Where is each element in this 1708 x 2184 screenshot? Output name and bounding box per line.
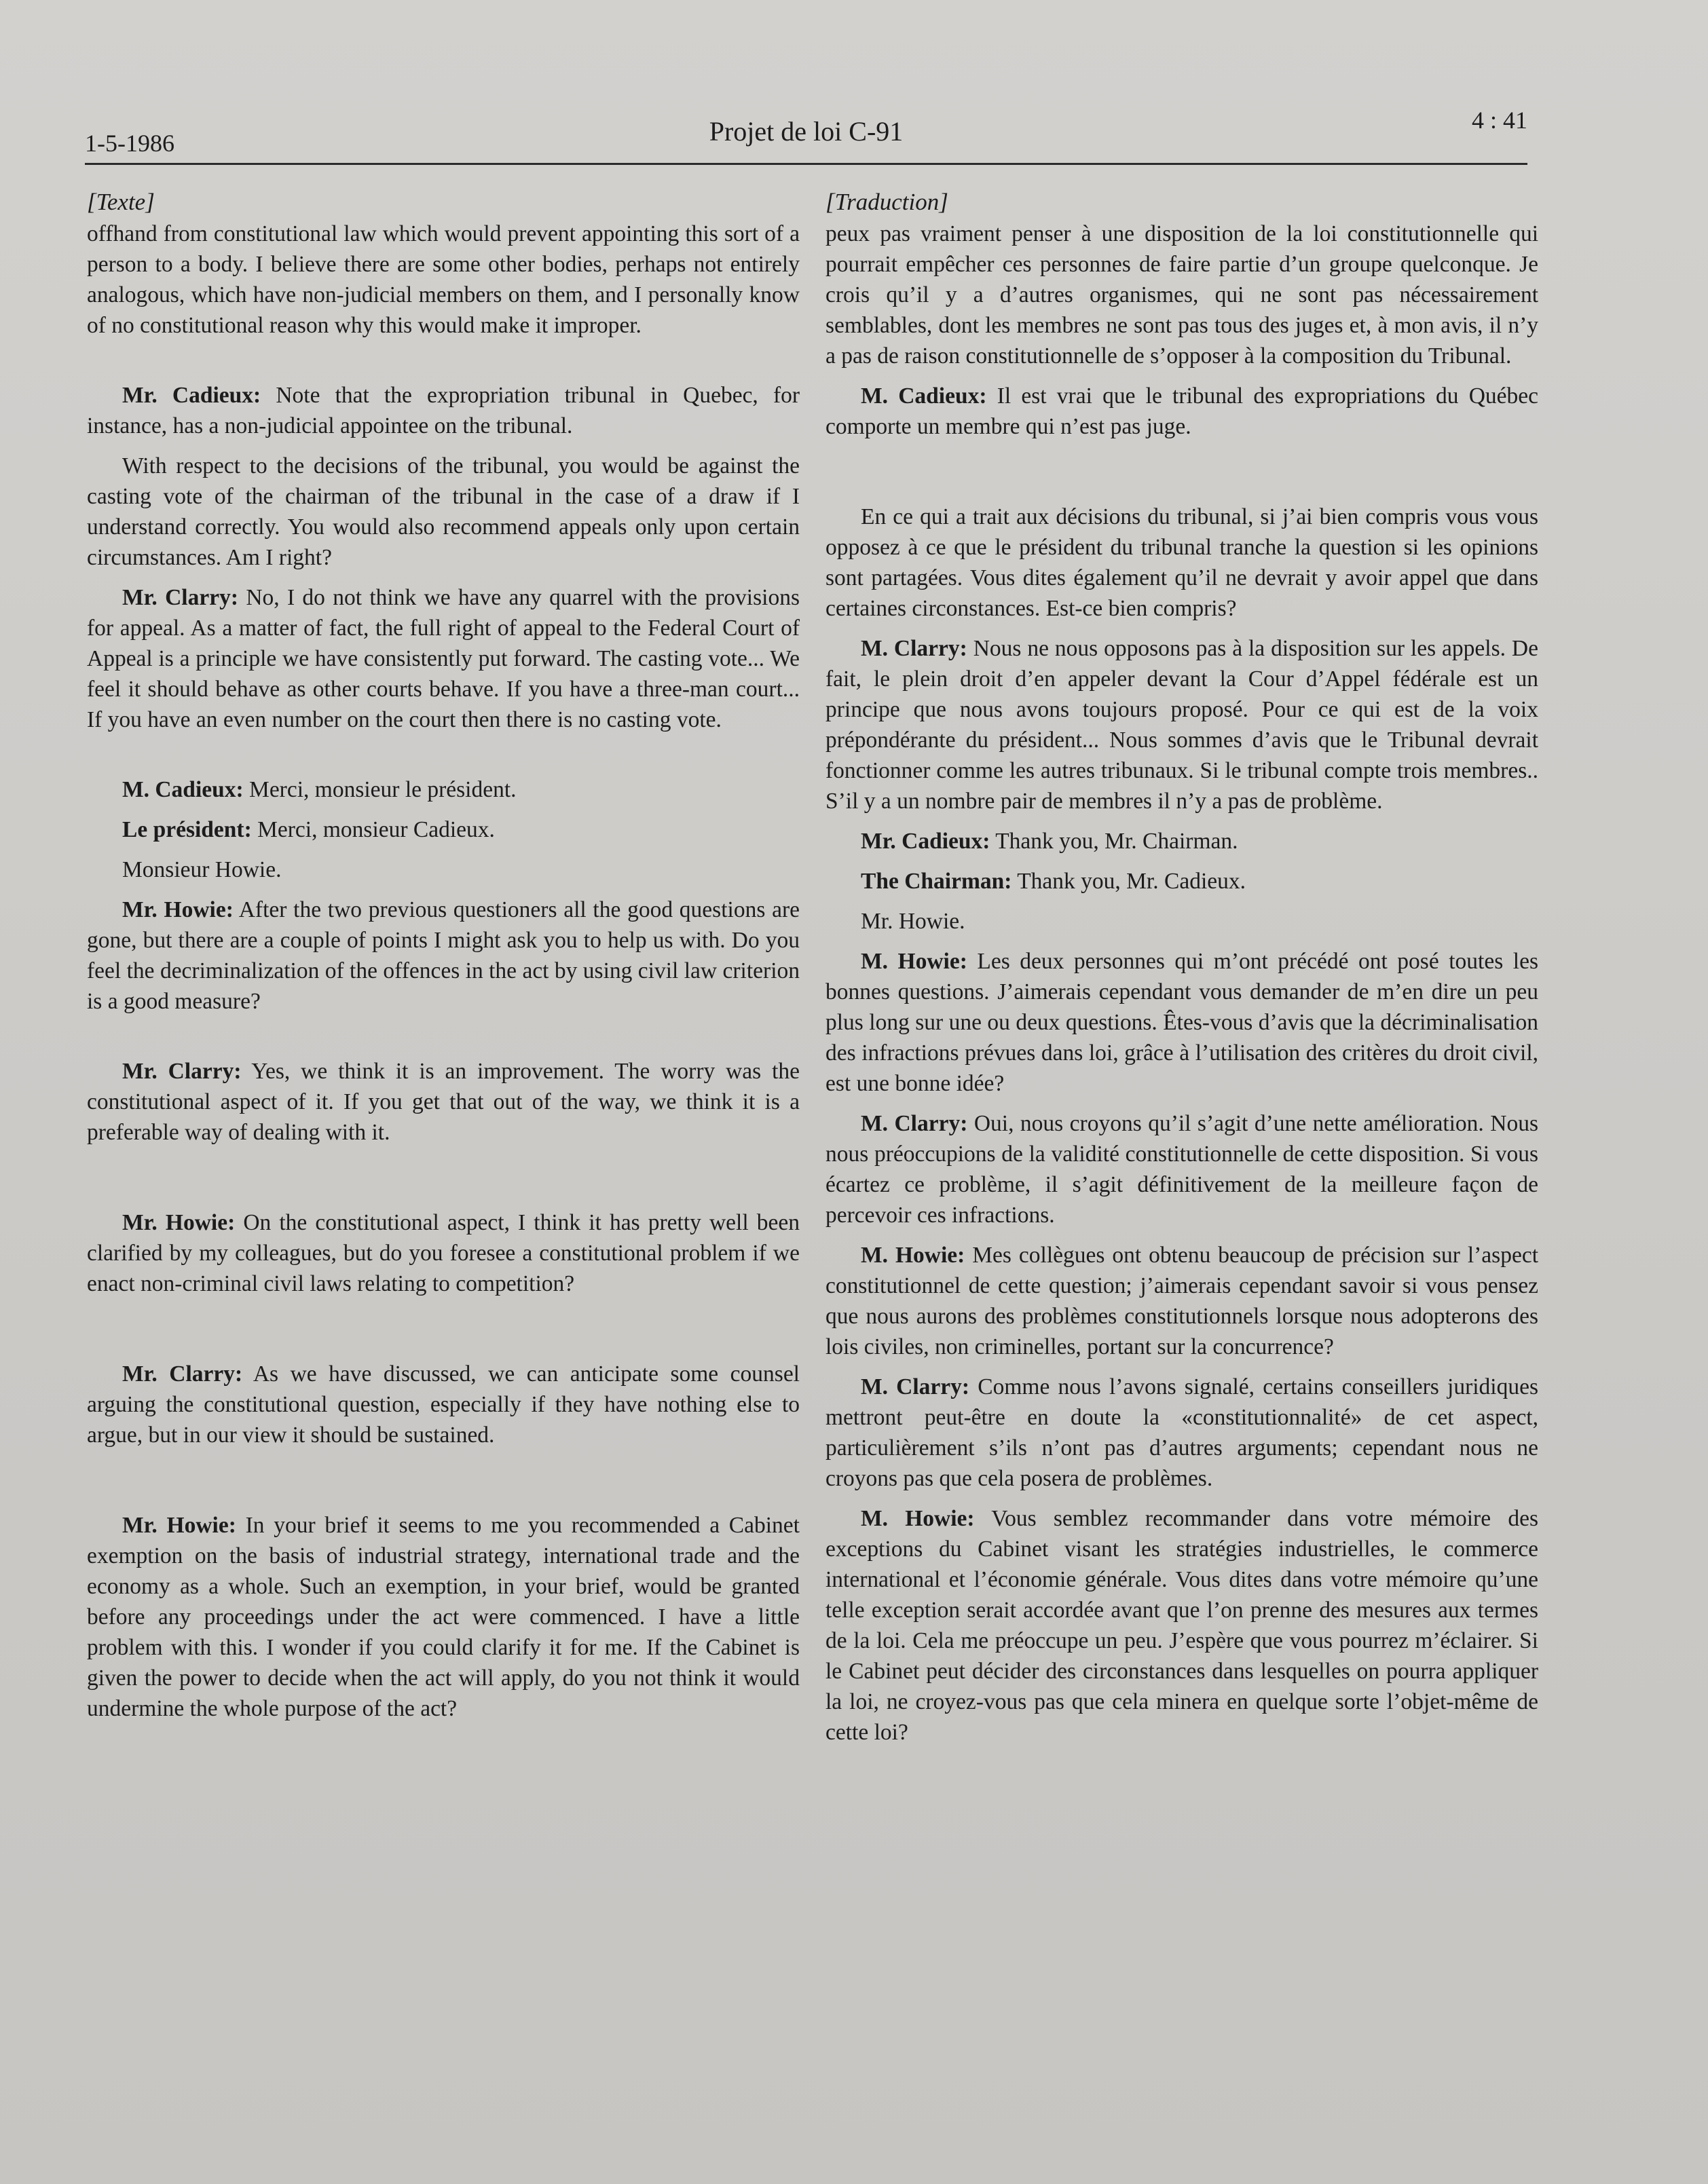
speaker-name: M. Howie: <box>861 1243 965 1268</box>
paragraph <box>825 633 1538 816</box>
paragraph-text: No, I do not think we have any quarrel with the provisions for appeal. As a matter of fact, the full right of appeal to the Federal Court of Appeal is a principle we have consistently put forward. The casting vote... We feel it should behave as other courts behave. If you have a three-man court... If you have an even number on the court then there is no casting vote. <box>87 585 800 732</box>
right-column-french <box>825 187 1538 1748</box>
paragraph <box>825 1503 1538 1748</box>
paragraph <box>825 866 1538 897</box>
header-date: 1-5-1986 <box>85 130 174 157</box>
paragraph-text: Oui, nous croyons qu’il s’agit d’une nette amélioration. Nous nous préoccupions de la validité constitutionnelle de cette disposition. Si vous écartez ce problème, il s’agit définitivement de la meilleure façon de percevoir ces infractions. <box>825 1111 1539 1228</box>
speaker-name: Mr. Howie: <box>122 1210 236 1235</box>
paragraph <box>825 381 1538 442</box>
speaker-name: The Chairman: <box>861 869 1012 894</box>
speaker-name: Mr. Clarry: <box>122 1059 242 1084</box>
paragraph-text: After the two previous questioners all the good questions are gone, but there are a couple of points I might ask you to help us with. Do you feel the decriminalization of the offences in the act by using civil law criterion is a good measure? <box>87 897 800 1014</box>
paragraph-text: offhand from constitutional law which would prevent appointing this sort of a person to a body. I believe there are some other bodies, perhaps not entirely analogous, which have non-judicial members on them, and I personally know of no constitutional reason why this would make it improper. <box>87 221 800 338</box>
paragraph <box>825 946 1538 1099</box>
paragraph-text: Il est vrai que le tribunal des expropriations du Québec comporte un membre qui n’est pas juge. <box>825 383 1539 439</box>
left-column-english <box>87 187 800 1724</box>
paragraph-text: With respect to the decisions of the tribunal, you would be against the casting vote of the chairman of the tribunal in the case of a draw if I understand correctly. You would also recommend appeals only upon certain circumstances. Am I right? <box>87 453 800 570</box>
speaker-name: Mr. Cadieux: <box>122 383 261 408</box>
running-header <box>85 102 1527 165</box>
section-label-traduction: [Traduction] <box>825 189 948 215</box>
paragraph <box>87 1056 800 1148</box>
paragraph <box>87 380 800 441</box>
speaker-name: M. Howie: <box>861 1506 975 1531</box>
paragraph <box>825 219 1538 371</box>
paragraph-text: On the constitutional aspect, I think it has pretty well been clarified by my colleagues, but do you foresee a constitutional problem if we enact non-criminal civil laws relating to competition? <box>87 1210 800 1296</box>
header-title: Projet de loi C-91 <box>709 116 904 147</box>
paragraph-text: Merci, monsieur le président. <box>243 777 517 802</box>
speaker-name: M. Cadieux: <box>122 777 244 802</box>
paragraph <box>825 502 1538 624</box>
paragraph-text: peux pas vraiment penser à une disposition de la loi constitutionnelle qui pourrait empêcher ces personnes de faire partie d’un groupe quelconque. Je crois qu’il y a d’autres organismes, qui ne sont pas nécessairement semblables, dont les membres ne sont pas tous des juges et, à mon avis, il n’y a pas de raison constitutionnelle de s’opposer à la composition du Tribunal. <box>825 221 1538 369</box>
paragraph-text: Comme nous l’avons signalé, certains conseillers juridiques mettront peut-être en doute la «constitutionnalité» de cet aspect, particulièrement s’ils n’ont pas d’autres arguments; cependant nous ne croyons pas que cela posera de problèmes. <box>825 1374 1539 1491</box>
speaker-name: Mr. Howie: <box>122 1513 236 1538</box>
header-page-number: 4 : 41 <box>1471 107 1527 134</box>
paragraph <box>87 582 800 735</box>
section-label-texte: [Texte] <box>87 189 155 215</box>
paragraph <box>87 774 800 805</box>
speaker-name: Le président: <box>122 817 252 842</box>
paragraph <box>87 854 800 885</box>
paragraph-text: As we have discussed, we can anticipate some counsel arguing the constitutional question, especially if they have nothing else to argue, but in our view it should be sustained. <box>87 1361 800 1448</box>
speaker-name: Mr. Clarry: <box>122 1361 243 1387</box>
paragraph-text: Les deux personnes qui m’ont précédé ont posé toutes les bonnes questions. J’aimerais cependant vous demander de m’en dire un peu plus long sur une ou deux questions. Êtes-vous d’avis que la décriminalisation des infractions prévues dans loi, grâce à l’utilisation des critères du droit civil, est une bonne idée? <box>825 949 1538 1096</box>
paragraph <box>87 1207 800 1299</box>
paragraph <box>825 906 1538 937</box>
speaker-name: Mr. Howie: <box>122 897 234 922</box>
paragraph-text: Merci, monsieur Cadieux. <box>251 817 495 842</box>
paragraph <box>87 219 800 341</box>
speaker-name: M. Cadieux: <box>861 383 987 409</box>
paragraph-text: Thank you, Mr. Cadieux. <box>1011 869 1246 894</box>
paragraph <box>825 826 1538 856</box>
paragraph-text: En ce qui a trait aux décisions du tribunal, si j’ai bien compris vous vous opposez à ce que le président du tribunal tranche la question si les opinions sont partagées. Vous dites également qu’il ne devrait y avoir appel que dans certaines circonstances. Est-ce bien compris? <box>825 504 1538 621</box>
speaker-name: M. Howie: <box>861 949 967 974</box>
paragraph <box>87 451 800 573</box>
paragraph <box>825 1372 1538 1494</box>
paragraph-text: Nous ne nous opposons pas à la disposition sur les appels. De fait, le plein droit d’en appeler devant la Cour d’Appel fédérale est un principe que nous avons toujours proposé. Pour ce qui est de la voix prépondérante du président... Nous sommes d’avis que le Tribunal devrait fonctionner comme les autres tribunaux. Si le tribunal compte trois membres.. S’il y a un nombre pair de membres il n’y a pas de problème. <box>825 636 1538 814</box>
speaker-name: M. Clarry: <box>861 1374 970 1399</box>
paragraph <box>87 814 800 845</box>
paragraph <box>825 1108 1538 1230</box>
paragraph-text: Mes collègues ont obtenu beaucoup de précision sur l’aspect constitutionnel de cette question; j’aimerais cependant savoir si vous pensez que nous aurons des problèmes constitutionnels lorsque nous adopterons des lois civiles, non criminelles, portant sur la concurrence? <box>825 1243 1539 1359</box>
paragraph <box>87 1359 800 1450</box>
paragraph <box>825 1240 1538 1362</box>
speaker-name: M. Clarry: <box>861 636 967 661</box>
paragraph <box>87 1510 800 1724</box>
paragraph-text: Thank you, Mr. Chairman. <box>990 829 1238 854</box>
paragraph-text: In your brief it seems to me you recommended a Cabinet exemption on the basis of industrial strategy, international trade and the economy as a whole. Such an exemption, in your brief, would be granted before any proceedings under the act were commenced. I have a little problem with this. I wonder if you could clarify it for me. If the Cabinet is given the power to decide when the act will apply, do you not think it would undermine the whole purpose of the act? <box>87 1513 800 1721</box>
speaker-name: Mr. Cadieux: <box>861 829 990 854</box>
paragraph-text: Monsieur Howie. <box>122 857 282 882</box>
speaker-name: Mr. Clarry: <box>122 585 238 610</box>
paragraph-text: Vous semblez recommander dans votre mémoire des exceptions du Cabinet visant les stratégies industrielles, le commerce international et l’économie générale. Vous dites dans votre mémoire qu’une telle exception serait accordée avant que l’on prenne des mesures aux termes de la loi. Cela me préoccupe un peu. J’espère que vous pourrez m’éclairer. Si le Cabinet peut décider des circonstances dans lesquelles on pourra appliquer la loi, ne croyez-vous pas que cela minera en quelque sorte l’objet-même de cette loi? <box>825 1506 1538 1745</box>
speaker-name: M. Clarry: <box>861 1111 968 1136</box>
paragraph-text: Yes, we think it is an improvement. The worry was the constitutional aspect of it. If you get that out of the way, we think it is a preferable way of dealing with it. <box>87 1059 800 1145</box>
paragraph-text: Note that the expropriation tribunal in Quebec, for instance, has a non-judicial appointee on the tribunal. <box>87 383 800 438</box>
paragraph-text: Mr. Howie. <box>861 909 965 934</box>
paragraph <box>87 895 800 1017</box>
